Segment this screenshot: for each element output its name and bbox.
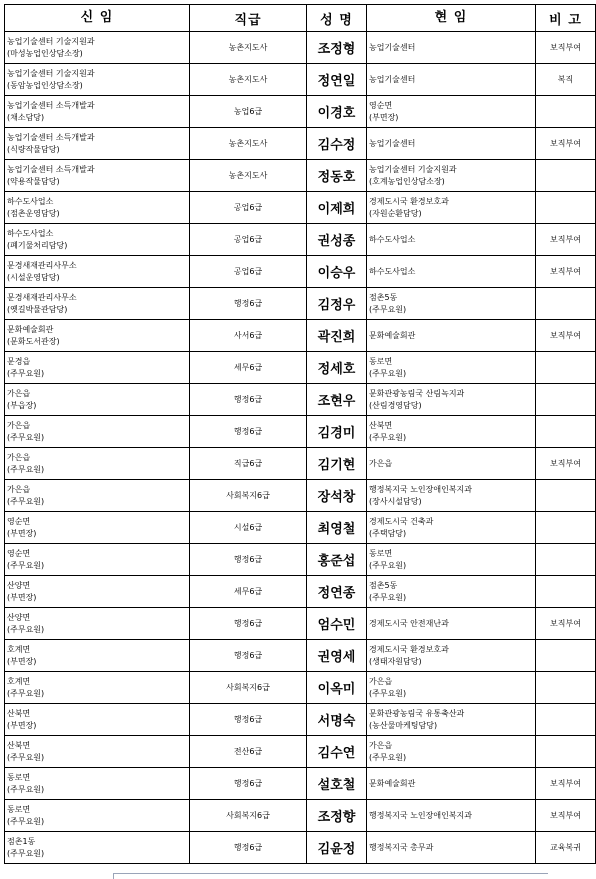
new-post-cell	[5, 832, 190, 864]
name-cell: 김정우	[307, 288, 367, 320]
current-post-cell-line: 문화예술회관	[369, 778, 416, 788]
current-post-cell	[367, 608, 536, 640]
current-post-cell-line: 하수도사업소	[369, 234, 416, 244]
table-row	[5, 352, 596, 384]
note-cell	[536, 736, 596, 768]
current-post-cell-line: 문화관광농림국 산림녹지과	[369, 388, 465, 398]
name-cell: 조정형	[307, 32, 367, 64]
table-row	[5, 64, 596, 96]
current-post-cell-line: 동로면	[369, 356, 393, 366]
new-post-cell-line: (주무요원)	[7, 752, 45, 762]
new-post-cell	[5, 736, 190, 768]
new-post-cell-line: 하수도사업소	[7, 196, 54, 206]
rank-cell: 사회복지6급	[190, 800, 307, 832]
note-cell: 보직부여	[536, 128, 596, 160]
table-row	[5, 320, 596, 352]
new-post-cell-line: 문화예술회관	[7, 324, 54, 334]
current-post-cell	[367, 32, 536, 64]
note-cell: 교육복귀	[536, 832, 596, 864]
window-frame-edge	[113, 873, 548, 879]
new-post-cell-line: (옛길박물관담당)	[7, 304, 68, 314]
new-post-cell-line: (부읍장)	[7, 400, 37, 410]
current-post-cell	[367, 384, 536, 416]
new-post-cell-line: (주무요원)	[7, 496, 45, 506]
new-post-cell-line: 농업기술센터 소득개발과	[7, 132, 95, 142]
new-post-cell-line: 동로면	[7, 804, 31, 814]
new-post-cell-line: 가은읍	[7, 388, 31, 398]
name-cell: 김수정	[307, 128, 367, 160]
new-post-cell-line: 가은읍	[7, 484, 31, 494]
name-cell: 정연일	[307, 64, 367, 96]
current-post-cell-line: 가은읍	[369, 740, 393, 750]
name-cell: 권영세	[307, 640, 367, 672]
current-post-cell-line: 영순면	[369, 100, 393, 110]
current-post-cell-line: 문화예술회관	[369, 330, 416, 340]
new-post-cell-line: (채소담당)	[7, 112, 45, 122]
current-post-cell-line: 농업기술센터	[369, 138, 416, 148]
new-post-cell	[5, 480, 190, 512]
name-cell: 서명숙	[307, 704, 367, 736]
new-post-cell-line: 하수도사업소	[7, 228, 54, 238]
table-row	[5, 736, 596, 768]
table-row	[5, 576, 596, 608]
new-post-cell-line: (동암농업인상담소장)	[7, 80, 83, 90]
name-cell: 조정향	[307, 800, 367, 832]
new-post-cell	[5, 512, 190, 544]
name-cell: 김윤정	[307, 832, 367, 864]
new-post-cell-line: (주무요원)	[7, 368, 45, 378]
table-row	[5, 384, 596, 416]
new-post-cell	[5, 352, 190, 384]
table-row	[5, 512, 596, 544]
new-post-cell-line: 가은읍	[7, 420, 31, 430]
note-cell: 보직부여	[536, 608, 596, 640]
rank-cell: 행정6급	[190, 288, 307, 320]
table-row	[5, 128, 596, 160]
note-cell	[536, 288, 596, 320]
note-cell: 보직부여	[536, 224, 596, 256]
current-post-cell-line: (자원순환담당)	[369, 208, 422, 218]
current-post-cell-line: (주무요원)	[369, 432, 407, 442]
new-post-cell	[5, 672, 190, 704]
current-post-cell-line: 행정복지국 노인장애인복지과	[369, 810, 473, 820]
name-cell: 조현우	[307, 384, 367, 416]
name-cell: 엄수민	[307, 608, 367, 640]
new-post-cell-line: 호계면	[7, 644, 31, 654]
name-cell: 정동호	[307, 160, 367, 192]
current-post-cell-line: 농업기술센터 기술지원과	[369, 164, 457, 174]
current-post-cell	[367, 704, 536, 736]
current-post-cell	[367, 192, 536, 224]
table-row	[5, 768, 596, 800]
new-post-cell	[5, 320, 190, 352]
new-post-cell	[5, 544, 190, 576]
new-post-cell-line: (주무요원)	[7, 784, 45, 794]
new-post-cell	[5, 640, 190, 672]
rank-cell: 농촌지도사	[190, 64, 307, 96]
new-post-cell	[5, 256, 190, 288]
rank-cell: 농촌지도사	[190, 32, 307, 64]
new-post-cell	[5, 384, 190, 416]
current-post-cell	[367, 800, 536, 832]
table-row	[5, 480, 596, 512]
new-post-cell	[5, 224, 190, 256]
rank-cell: 행정6급	[190, 832, 307, 864]
current-post-cell	[367, 224, 536, 256]
name-cell: 장석창	[307, 480, 367, 512]
current-post-cell-line: 가은읍	[369, 458, 393, 468]
rank-cell: 사서6급	[190, 320, 307, 352]
rank-cell: 행정6급	[190, 384, 307, 416]
current-post-cell-line: (농산물마케팅담당)	[369, 720, 438, 730]
table-row	[5, 32, 596, 64]
new-post-cell-line: (약용작물담당)	[7, 176, 60, 186]
new-post-cell	[5, 448, 190, 480]
rank-cell: 행정6급	[190, 544, 307, 576]
header-note: 비 고	[536, 5, 596, 32]
new-post-cell-line: 농업기술센터 소득개발과	[7, 100, 95, 110]
rank-cell: 사회복지6급	[190, 672, 307, 704]
new-post-cell	[5, 32, 190, 64]
rank-cell: 시설6급	[190, 512, 307, 544]
current-post-cell	[367, 832, 536, 864]
new-post-cell-line: (점촌운영담당)	[7, 208, 60, 218]
note-cell: 복직	[536, 64, 596, 96]
new-post-cell-line: (폐기물처리담당)	[7, 240, 68, 250]
current-post-cell-line: (주무요원)	[369, 688, 407, 698]
table-row	[5, 416, 596, 448]
note-cell	[536, 192, 596, 224]
current-post-cell	[367, 128, 536, 160]
table-row	[5, 544, 596, 576]
current-post-cell-line: (주무요원)	[369, 752, 407, 762]
note-cell: 보직부여	[536, 448, 596, 480]
current-post-cell	[367, 320, 536, 352]
note-cell	[536, 480, 596, 512]
rank-cell: 공업6급	[190, 256, 307, 288]
current-post-cell	[367, 160, 536, 192]
note-cell	[536, 640, 596, 672]
table-row	[5, 640, 596, 672]
new-post-cell-line: (주무요원)	[7, 848, 45, 858]
current-post-cell	[367, 64, 536, 96]
new-post-cell-line: (문화도서관장)	[7, 336, 60, 346]
name-cell: 김기현	[307, 448, 367, 480]
rank-cell: 전산6급	[190, 736, 307, 768]
rank-cell: 행정6급	[190, 640, 307, 672]
table-row	[5, 704, 596, 736]
new-post-cell	[5, 64, 190, 96]
new-post-cell-line: (시설운영담당)	[7, 272, 60, 282]
new-post-cell-line: (식량작물담당)	[7, 144, 60, 154]
table-row	[5, 192, 596, 224]
new-post-cell-line: (주무요원)	[7, 560, 45, 570]
rank-cell: 직급6급	[190, 448, 307, 480]
note-cell: 보직부여	[536, 800, 596, 832]
current-post-cell-line: (부면장)	[369, 112, 399, 122]
name-cell: 정연종	[307, 576, 367, 608]
current-post-cell	[367, 544, 536, 576]
current-post-cell	[367, 448, 536, 480]
new-post-cell-line: (주무요원)	[7, 816, 45, 826]
rank-cell: 행정6급	[190, 416, 307, 448]
header-new-post: 신 임	[5, 5, 190, 32]
name-cell: 이제희	[307, 192, 367, 224]
rank-cell: 농촌지도사	[190, 128, 307, 160]
note-cell	[536, 416, 596, 448]
rank-cell: 세무6급	[190, 576, 307, 608]
note-cell: 보직부여	[536, 256, 596, 288]
table-row	[5, 800, 596, 832]
name-cell: 권성종	[307, 224, 367, 256]
new-post-cell	[5, 192, 190, 224]
current-post-cell	[367, 288, 536, 320]
name-cell: 정세호	[307, 352, 367, 384]
new-post-cell-line: 동로면	[7, 772, 31, 782]
current-post-cell	[367, 736, 536, 768]
current-post-cell-line: 농업기술센터	[369, 42, 416, 52]
rank-cell: 공업6급	[190, 224, 307, 256]
note-cell	[536, 160, 596, 192]
rank-cell: 사회복지6급	[190, 480, 307, 512]
new-post-cell-line: 산북면	[7, 708, 31, 718]
name-cell: 곽진희	[307, 320, 367, 352]
rank-cell: 행정6급	[190, 768, 307, 800]
current-post-cell-line: (주무요원)	[369, 560, 407, 570]
rank-cell: 공업6급	[190, 192, 307, 224]
table-row	[5, 256, 596, 288]
name-cell: 이경호	[307, 96, 367, 128]
current-post-cell-line: 문화관광농림국 유통축산과	[369, 708, 465, 718]
current-post-cell-line: 농업기술센터	[369, 74, 416, 84]
rank-cell: 행정6급	[190, 608, 307, 640]
rank-cell: 농촌지도사	[190, 160, 307, 192]
new-post-cell	[5, 416, 190, 448]
new-post-cell-line: 문경새재관리사무소	[7, 260, 77, 270]
current-post-cell	[367, 768, 536, 800]
current-post-cell	[367, 672, 536, 704]
note-cell: 보직부여	[536, 32, 596, 64]
new-post-cell-line: 점촌1동	[7, 836, 36, 846]
current-post-cell-line: (산림경영담당)	[369, 400, 422, 410]
new-post-cell-line: 호계면	[7, 676, 31, 686]
new-post-cell-line: (부면장)	[7, 720, 37, 730]
new-post-cell-line: (주무요원)	[7, 432, 45, 442]
name-cell: 이옥미	[307, 672, 367, 704]
new-post-cell	[5, 800, 190, 832]
note-cell	[536, 576, 596, 608]
table-row	[5, 96, 596, 128]
new-post-cell	[5, 288, 190, 320]
note-cell	[536, 544, 596, 576]
note-cell	[536, 512, 596, 544]
current-post-cell	[367, 256, 536, 288]
current-post-cell-line: (생태자원담당)	[369, 656, 422, 666]
current-post-cell-line: (주택담당)	[369, 528, 407, 538]
new-post-cell-line: 산양면	[7, 580, 31, 590]
note-cell	[536, 672, 596, 704]
table-row	[5, 448, 596, 480]
new-post-cell	[5, 768, 190, 800]
table-row	[5, 608, 596, 640]
header-rank: 직급	[190, 5, 307, 32]
current-post-cell-line: (장사시설담당)	[369, 496, 422, 506]
current-post-cell	[367, 480, 536, 512]
table-row	[5, 832, 596, 864]
new-post-cell-line: 농업기술센터 소득개발과	[7, 164, 95, 174]
table-body	[5, 32, 596, 864]
new-post-cell	[5, 608, 190, 640]
new-post-cell	[5, 160, 190, 192]
current-post-cell-line: (호계농업인상담소장)	[369, 176, 445, 186]
new-post-cell	[5, 96, 190, 128]
current-post-cell-line: 하수도사업소	[369, 266, 416, 276]
current-post-cell	[367, 96, 536, 128]
new-post-cell-line: 영순면	[7, 548, 31, 558]
new-post-cell-line: 산양면	[7, 612, 31, 622]
new-post-cell-line: 산북면	[7, 740, 31, 750]
current-post-cell-line: 행정복지국 노인장애인복지과	[369, 484, 473, 494]
note-cell: 보직부여	[536, 320, 596, 352]
rank-cell: 농업6급	[190, 96, 307, 128]
current-post-cell-line: (주무요원)	[369, 368, 407, 378]
table-header	[5, 5, 596, 32]
table-row	[5, 224, 596, 256]
current-post-cell-line: 경제도시국 안전재난과	[369, 618, 449, 628]
name-cell: 김수연	[307, 736, 367, 768]
current-post-cell	[367, 512, 536, 544]
new-post-cell-line: 가은읍	[7, 452, 31, 462]
new-post-cell-line: 농업기술센터 기술지원과	[7, 36, 95, 46]
header-current-post: 현 임	[367, 5, 536, 32]
current-post-cell-line: 동로면	[369, 548, 393, 558]
personnel-table	[4, 4, 596, 864]
current-post-cell-line: 산북면	[369, 420, 393, 430]
new-post-cell-line: (부면장)	[7, 528, 37, 538]
current-post-cell	[367, 352, 536, 384]
note-cell	[536, 704, 596, 736]
rank-cell: 행정6급	[190, 704, 307, 736]
new-post-cell-line: 문경읍	[7, 356, 31, 366]
new-post-cell	[5, 576, 190, 608]
note-cell	[536, 352, 596, 384]
note-cell	[536, 384, 596, 416]
new-post-cell-line: (주무요원)	[7, 464, 45, 474]
current-post-cell-line: 점촌5동	[369, 580, 398, 590]
note-cell: 보직부여	[536, 768, 596, 800]
current-post-cell-line: 가은읍	[369, 676, 393, 686]
current-post-cell-line: 경제도시국 환경보호과	[369, 644, 449, 654]
new-post-cell-line: (주무요원)	[7, 624, 45, 634]
new-post-cell-line: 문경새재관리사무소	[7, 292, 77, 302]
new-post-cell-line: 영순면	[7, 516, 31, 526]
name-cell: 김경미	[307, 416, 367, 448]
current-post-cell	[367, 576, 536, 608]
current-post-cell	[367, 416, 536, 448]
new-post-cell-line: (주무요원)	[7, 688, 45, 698]
new-post-cell-line: (부면장)	[7, 656, 37, 666]
name-cell: 설호철	[307, 768, 367, 800]
table-row	[5, 288, 596, 320]
current-post-cell-line: 행정복지국 총무과	[369, 842, 434, 852]
current-post-cell-line: (주무요원)	[369, 592, 407, 602]
header-name: 성 명	[307, 5, 367, 32]
rank-cell: 세무6급	[190, 352, 307, 384]
note-cell	[536, 96, 596, 128]
name-cell: 이승우	[307, 256, 367, 288]
new-post-cell-line: (마성농업인상담소장)	[7, 48, 83, 58]
name-cell: 홍준섭	[307, 544, 367, 576]
current-post-cell-line: (주무요원)	[369, 304, 407, 314]
new-post-cell	[5, 704, 190, 736]
header-row	[5, 5, 596, 32]
table-row	[5, 160, 596, 192]
new-post-cell-line: 농업기술센터 기술지원과	[7, 68, 95, 78]
current-post-cell-line: 점촌5동	[369, 292, 398, 302]
name-cell: 최영철	[307, 512, 367, 544]
new-post-cell-line: (부면장)	[7, 592, 37, 602]
current-post-cell	[367, 640, 536, 672]
new-post-cell	[5, 128, 190, 160]
current-post-cell-line: 경제도시국 건축과	[369, 516, 434, 526]
table-row	[5, 672, 596, 704]
current-post-cell-line: 경제도시국 환경보호과	[369, 196, 449, 206]
